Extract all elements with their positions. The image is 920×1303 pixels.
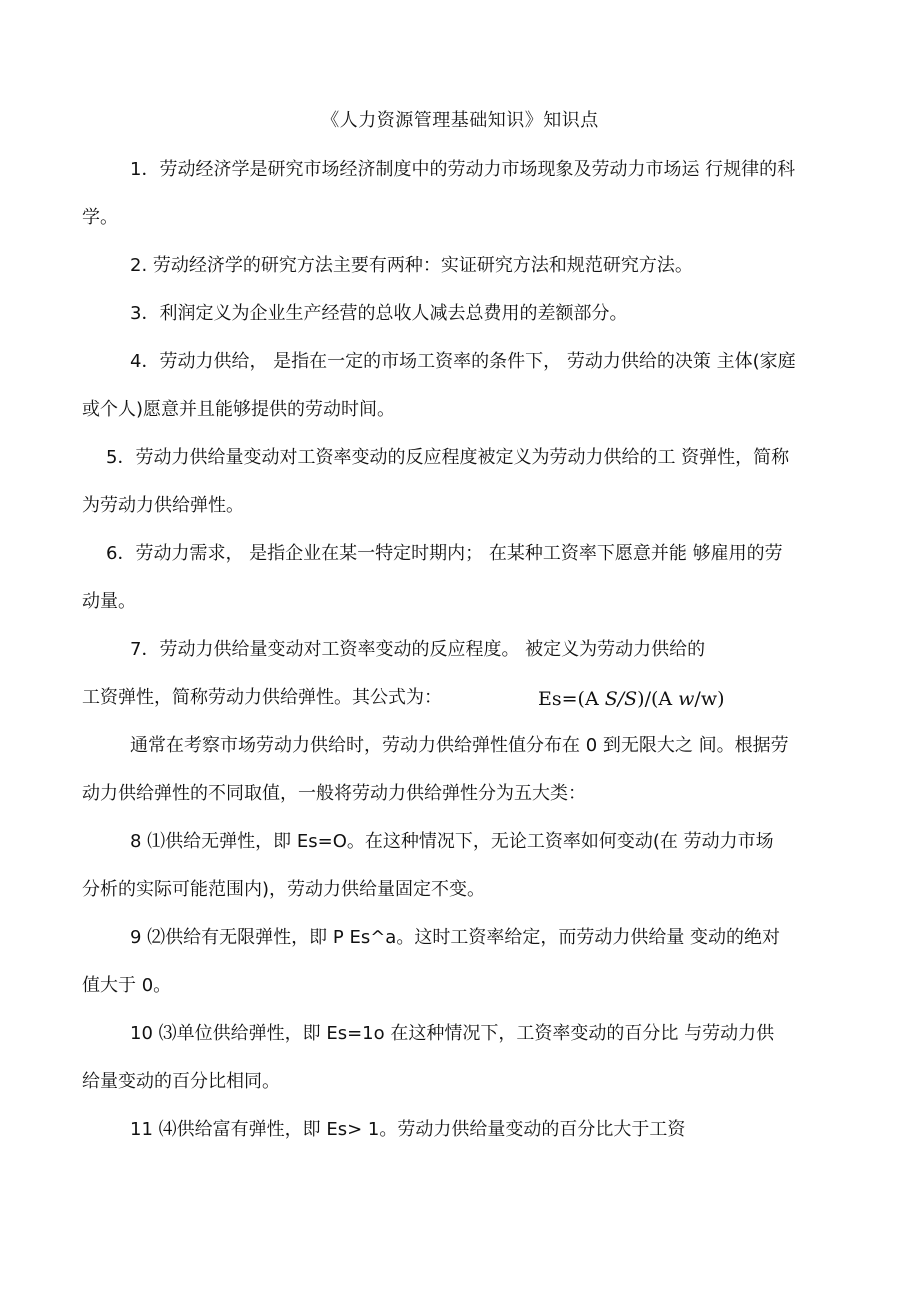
formula-suffix: /w) [694, 688, 725, 710]
paragraph-9 [82, 914, 852, 1010]
paragraph-line: 3．利润定义为企业生产经营的总收人减去总费用的差额部分。 [130, 303, 628, 324]
paragraph-8 [82, 818, 852, 914]
paragraph-7 [82, 626, 852, 722]
paragraph-10 [82, 1010, 852, 1106]
document-title: 《人力资源管理基础知识》知识点 [321, 110, 599, 131]
paragraph-intro [82, 722, 852, 818]
paragraph-line: 1．劳动经济学是研究市场经济制度中的劳动力市场现象及劳动力市场运 行规律的科 [130, 159, 796, 180]
paragraph-1 [82, 146, 852, 242]
paragraph-line: 工资弹性，简称劳动力供给弹性。其公式为： [82, 687, 442, 708]
paragraph-line: 学。 [82, 207, 118, 228]
paragraph-line: 8 ⑴供给无弹性，即 Es=O。在这种情况下，无论工资率如何变动(在 劳动力市场 [130, 831, 774, 852]
paragraph-line: 9 ⑵供给有无限弹性，即 P Es^a。这时工资率给定，而劳动力供给量 变动的绝对 [130, 927, 781, 948]
paragraph-line: 10 ⑶单位供给弹性，即 Es=1o 在这种情况下，工资率变动的百分比 与劳动力供 [130, 1023, 775, 1044]
paragraph-line: 为劳动力供给弹性。 [82, 495, 244, 516]
formula-s: S/S [604, 688, 638, 710]
paragraph-line: 通常在考察市场劳动力供给时，劳动力供给弹性值分布在 0 到无限大之 间。根据劳 [130, 735, 789, 756]
paragraph-line: 动力供给弹性的不同取值，一般将劳动力供给弹性分为五大类： [82, 783, 586, 804]
paragraph-6 [82, 530, 852, 626]
formula-prefix: Es=(A [538, 688, 605, 710]
paragraph-line: 或个人)愿意并且能够提供的劳动时间。 [82, 399, 396, 420]
paragraph-line: 动量。 [82, 591, 136, 612]
paragraph-5 [82, 434, 852, 530]
paragraph-line: 7．劳动力供给量变动对工资率变动的反应程度。 被定义为劳动力供给的 [130, 639, 706, 660]
paragraph-line: 5．劳动力供给量变动对工资率变动的反应程度被定义为劳动力供给的工 资弹性，简称 [106, 447, 790, 468]
paragraph-4 [82, 338, 852, 434]
elasticity-formula [538, 688, 725, 710]
paragraph-line: 分析的实际可能范围内)，劳动力供给量固定不变。 [82, 879, 486, 900]
paragraph-3 [130, 290, 900, 338]
paragraph-line: 值大于 0。 [82, 975, 172, 996]
paragraph-line: 2. 劳动经济学的研究方法主要有两种：实证研究方法和规范研究方法。 [130, 255, 693, 276]
paragraph-line: 6．劳动力需求， 是指企业在某一特定时期内； 在某种工资率下愿意并能 够雇用的劳 [106, 543, 783, 564]
paragraph-line: 4．劳动力供给， 是指在一定的市场工资率的条件下， 劳动力供给的决策 主体(家庭 [130, 351, 796, 372]
paragraph-line: 给量变动的百分比相同。 [82, 1071, 280, 1092]
paragraph-2 [130, 242, 900, 290]
paragraph-line: 11 ⑷供给富有弹性，即 Es> 1。劳动力供给量变动的百分比大于工资 [130, 1119, 686, 1140]
formula-w: w [678, 688, 695, 710]
formula-mid: )/(A [637, 688, 679, 710]
paragraph-11 [82, 1106, 852, 1154]
